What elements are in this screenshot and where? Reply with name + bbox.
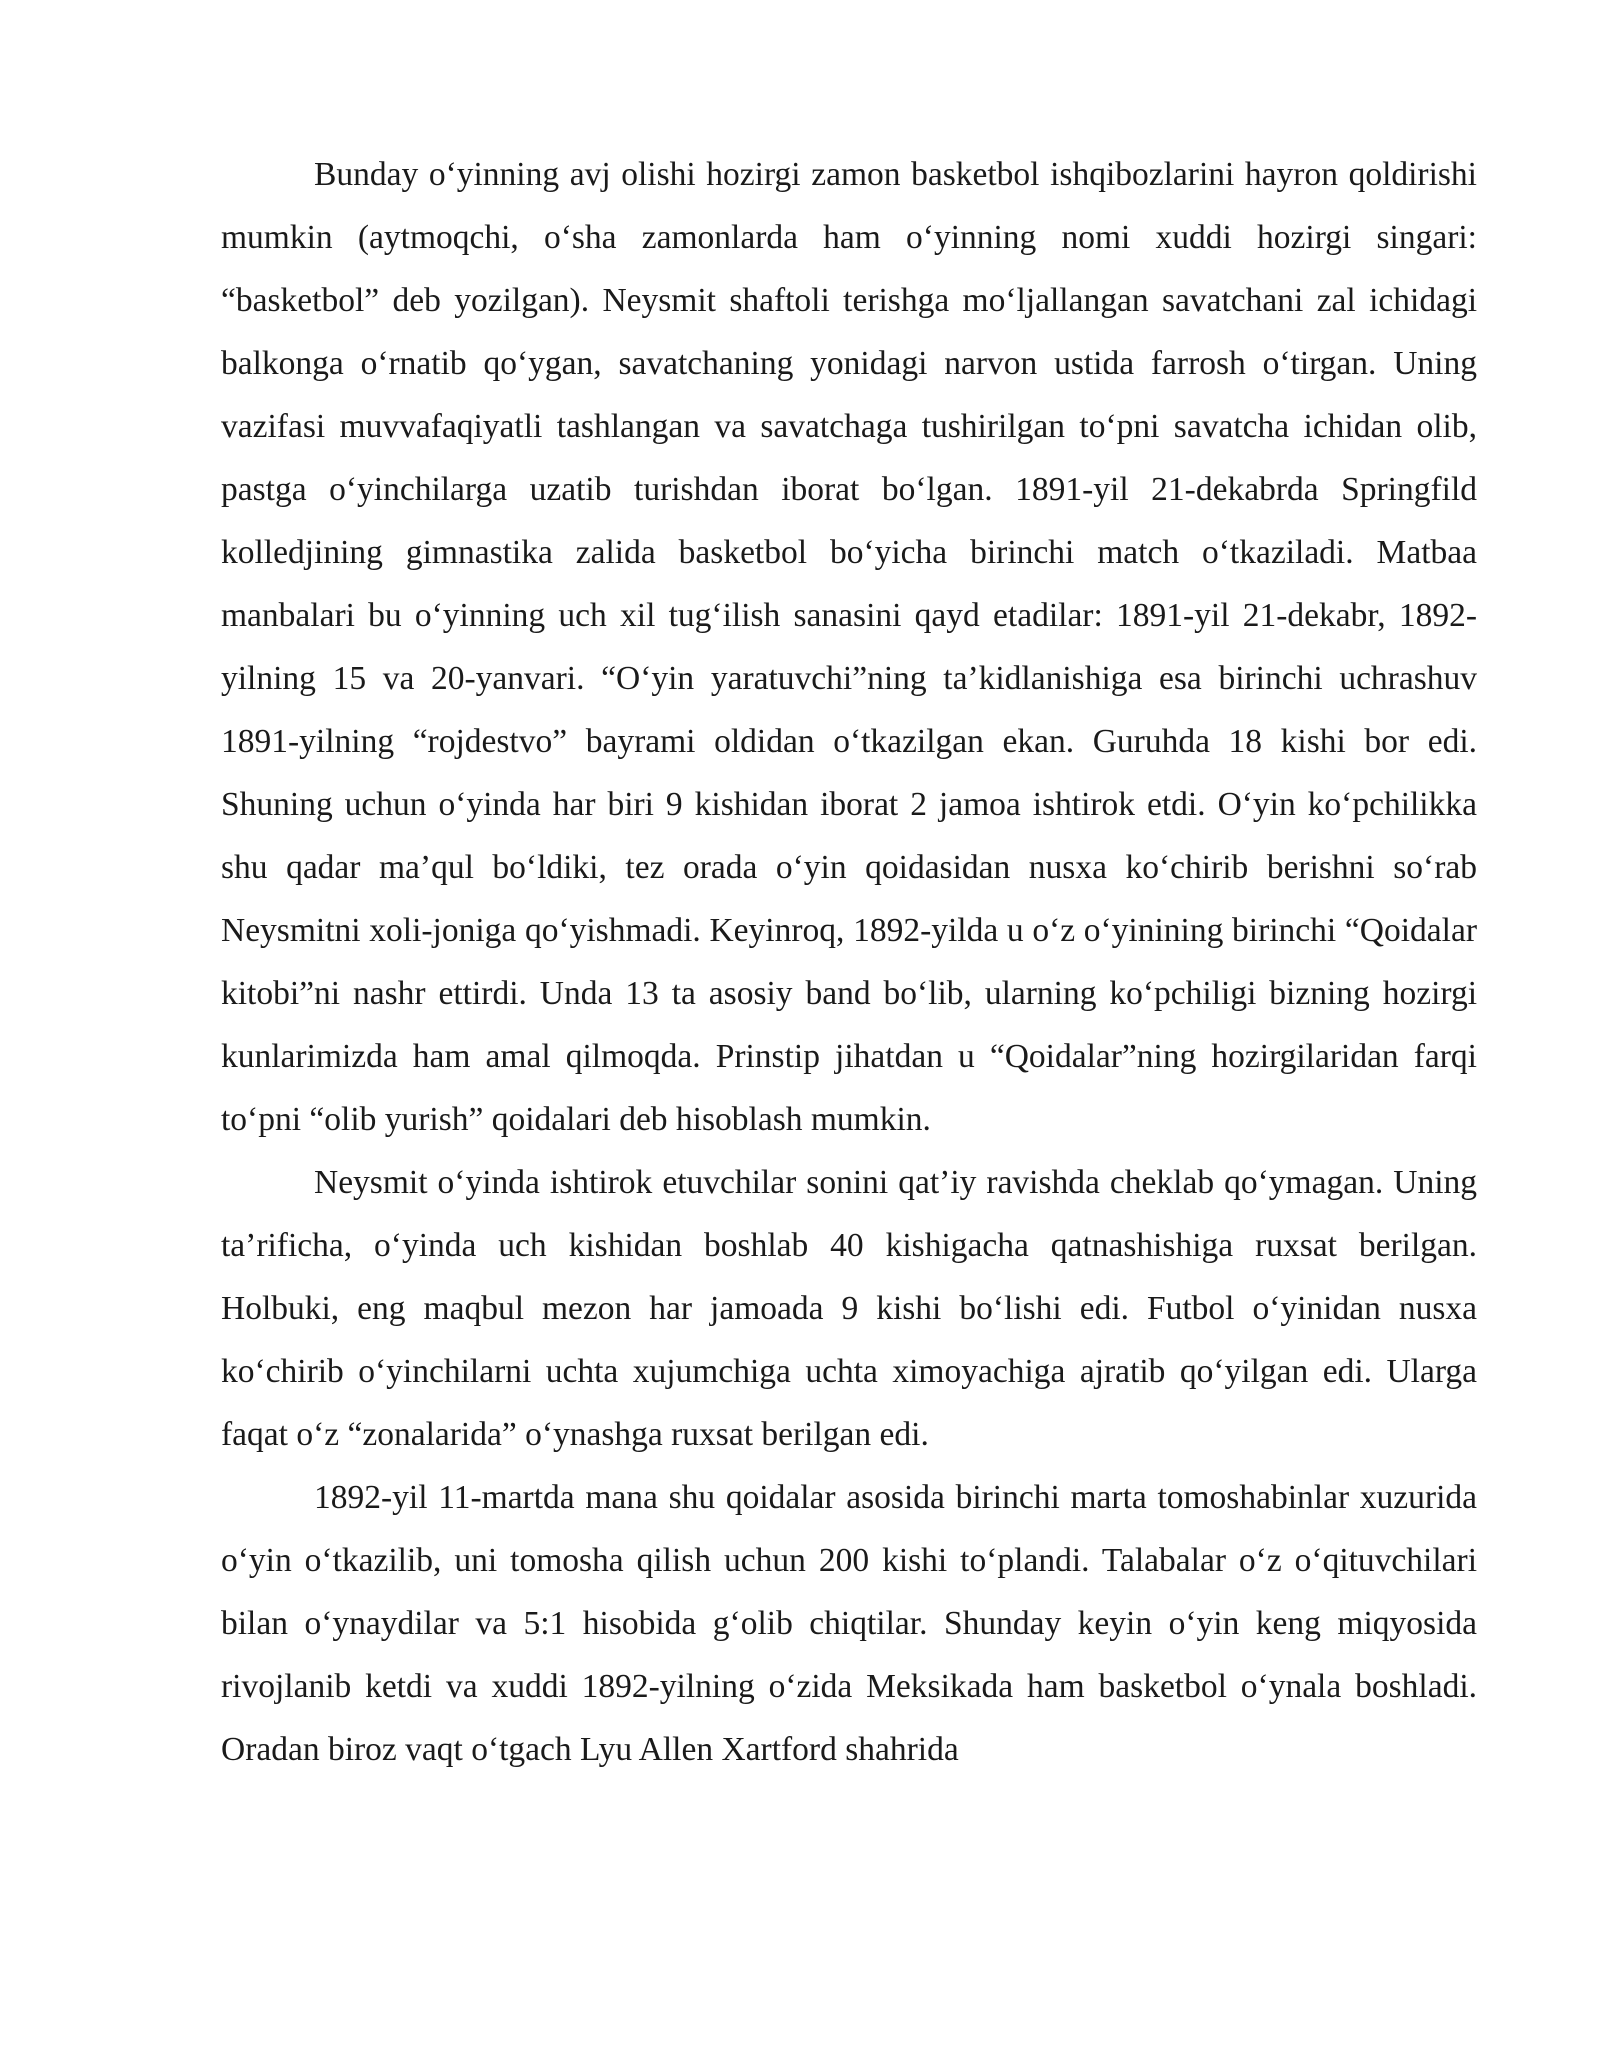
paragraph-2: Neysmit o‘yinda ishtirok etuvchilar sonini qat’iy ravishda cheklab qo‘ymagan. Uning ta’rificha, o‘yinda uch kishidan boshlab 40 kishigacha qatnashishiga ruxsat berilgan. Holbuki, eng maqbul mezon har jamoada 9 kishi bo‘lishi edi. Futbol o‘yinidan nusxa ko‘chirib o‘yinchilarni uchta xujumchiga uchta ximoyachiga ajratib qo‘yilgan edi. Ularga faqat o‘z “zonalarida” o‘ynashga ruxsat berilgan edi.: [221, 1164, 1477, 1453]
document-page: [221, 143, 1477, 1781]
paragraph-1: Bunday o‘yinning avj olishi hozirgi zamon basketbol ishqibozlarini hayron qoldirishi mumkin (aytmoqchi, o‘sha zamonlarda ham o‘yinning nomi xuddi hozirgi singari: “basketbol” deb yozilgan). Neysmit shaftoli terishga mo‘ljallangan savatchani zal ichidagi balkonga o‘rnatib qo‘ygan, savatchaning yonidagi narvon ustida farrosh o‘tirgan. Uning vazifasi muvvafaqiyatli tashlangan va savatchaga tushirilgan to‘pni savatcha ichidan olib, pastga o‘yinchilarga uzatib turishdan iborat bo‘lgan. 1891-yil 21-dekabrda Springfild kolledjining gimnastika zalida basketbol bo‘yicha birinchi match o‘tkaziladi. Matbaa manbalari bu o‘yinning uch xil tug‘ilish sanasini qayd etadilar: 1891-yil 21-dekabr, 1892-yilning 15 va 20-yanvari. “O‘yin yaratuvchi”ning ta’kidlanishiga esa birinchi uchrashuv 1891-yilning “rojdestvo” bayrami oldidan o‘tkazilgan ekan. Guruhda 18 kishi bor edi. Shuning uchun o‘yinda har biri 9 kishidan iborat 2 jamoa ishtirok etdi. O‘yin ko‘pchilikka shu qadar ma’qul bo‘ldiki, tez orada o‘yin qoidasidan nusxa ko‘chirib berishni so‘rab Neysmitni xoli-joniga qo‘yishmadi. Keyinroq, 1892-yilda u o‘z o‘yinining birinchi “Qoidalar kitobi”ni nashr ettirdi. Unda 13 ta asosiy band bo‘lib, ularning ko‘pchiligi bizning hozirgi kunlarimizda ham amal qilmoqda. Prinstip jihatdan u “Qoidalar”ning hozirgilaridan farqi to‘pni “olib yurish” qoidalari deb hisoblash mumkin.: [221, 156, 1477, 1138]
paragraph-3: 1892-yil 11-martda mana shu qoidalar asosida birinchi marta tomoshabinlar xuzurida o‘yin o‘tkazilib, uni tomosha qilish uchun 200 kishi to‘plandi. Talabalar o‘z o‘qituvchilari bilan o‘ynaydilar va 5:1 hisobida g‘olib chiqtilar. Shunday keyin o‘yin keng miqyosida rivojlanib ketdi va xuddi 1892-yilning o‘zida Meksikada ham basketbol o‘ynala boshladi. Oradan biroz vaqt o‘tgach Lyu Allen Xartford shahrida: [221, 1479, 1477, 1768]
